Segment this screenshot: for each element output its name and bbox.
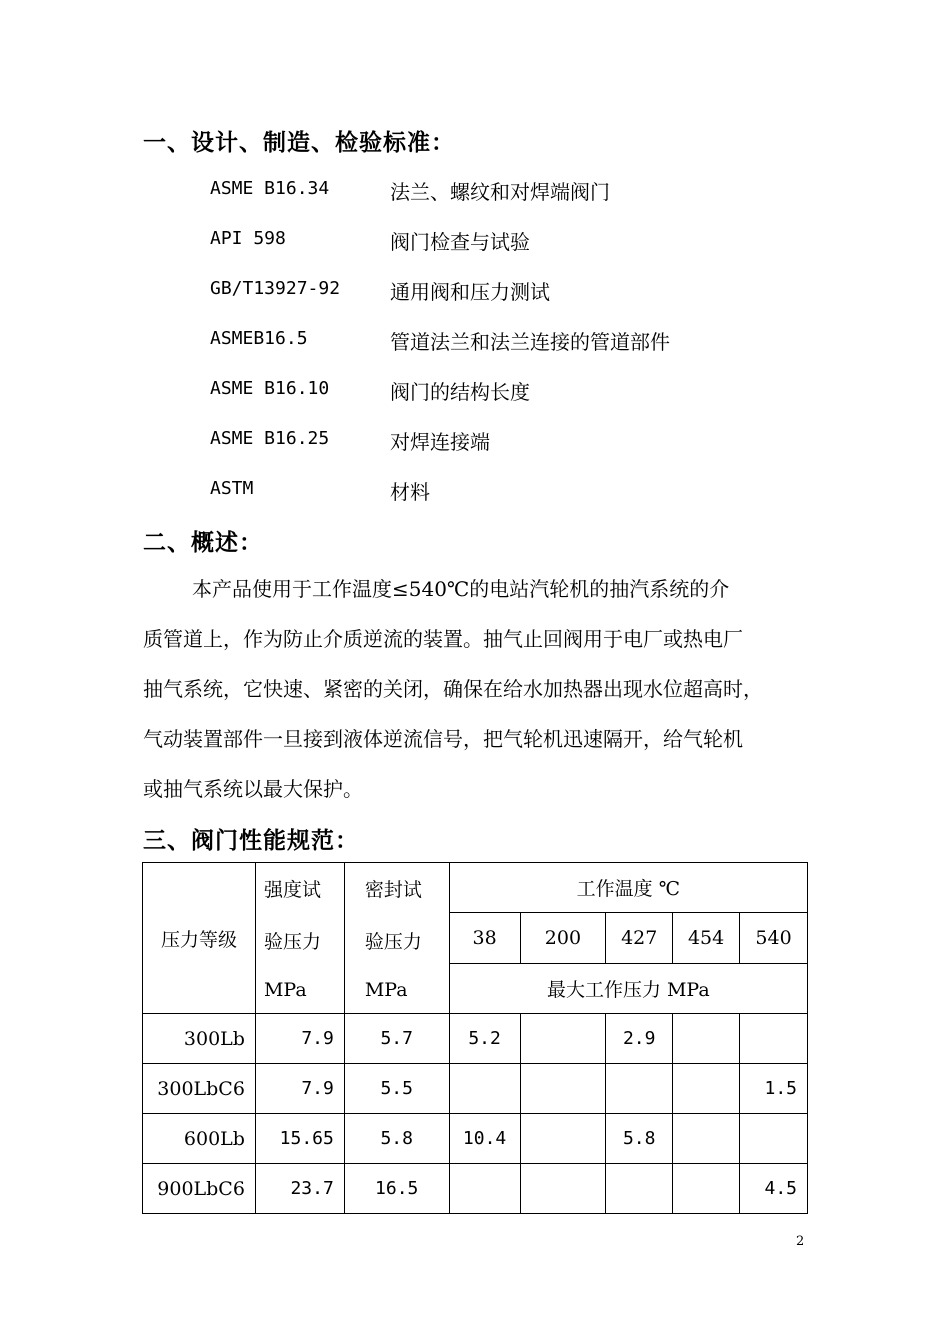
cell-pressure: 1.5 xyxy=(740,1064,808,1114)
section2-title: 二、概述： xyxy=(143,530,263,556)
cell-strength: 23.7 xyxy=(255,1164,344,1214)
cell-pressure xyxy=(740,1114,808,1164)
overview-paragraph xyxy=(143,564,808,814)
standard-desc: 阀门的结构长度 xyxy=(390,380,530,404)
cell-pressure xyxy=(673,1164,740,1214)
header-strength-unit: MPa xyxy=(263,978,307,1001)
cell-pressure: 10.4 xyxy=(449,1114,520,1164)
cell-seal: 5.8 xyxy=(344,1114,449,1164)
standard-code: ASMEB16.5 xyxy=(210,328,308,349)
cell-pressure: 5.8 xyxy=(606,1114,673,1164)
cell-pressure xyxy=(740,1014,808,1064)
header-working-temp: 工作温度 ℃ xyxy=(449,863,807,913)
cell-pressure xyxy=(673,1014,740,1064)
overview-line: 本产品使用于工作温度≤540℃的电站汽轮机的抽汽系统的介 xyxy=(192,577,730,601)
cell-pressure: 4.5 xyxy=(740,1164,808,1214)
cell-pressure xyxy=(520,1014,606,1064)
cell-pressure: 5.2 xyxy=(449,1014,520,1064)
cell-pressure xyxy=(449,1064,520,1114)
overview-line: 质管道上，作为防止介质逆流的装置。抽气止回阀用于电厂或热电厂 xyxy=(143,627,743,651)
cell-pressure xyxy=(606,1064,673,1114)
standard-desc: 通用阀和压力测试 xyxy=(390,280,550,304)
temp-454: 454 xyxy=(673,913,740,963)
header-max-working-pressure: 最大工作压力 MPa xyxy=(449,963,807,1013)
standard-desc: 管道法兰和法兰连接的管道部件 xyxy=(390,330,670,354)
section1-title: 一、设计、制造、检验标准： xyxy=(143,130,455,156)
cell-pressure xyxy=(520,1164,606,1214)
cell-strength: 15.65 xyxy=(255,1114,344,1164)
overview-line: 抽气系统，它快速、紧密的关闭，确保在给水加热器出现水位超高时， xyxy=(143,677,763,701)
temp-200: 200 xyxy=(520,913,606,963)
cell-pressure xyxy=(673,1114,740,1164)
cell-class: 300Lb xyxy=(143,1014,256,1064)
header-seal-unit: MPa xyxy=(364,978,408,1001)
header-seal-line: 验压力 xyxy=(364,930,422,953)
temp-540: 540 xyxy=(740,913,808,963)
table-row xyxy=(143,1164,808,1214)
table-row xyxy=(143,1014,808,1064)
standard-desc: 对焊连接端 xyxy=(390,430,490,454)
header-pressure-class: 压力等级 xyxy=(143,863,256,1014)
header-strength-line: 验压力 xyxy=(263,930,321,953)
standard-code: API 598 xyxy=(210,228,286,249)
cell-class: 300LbC6 xyxy=(143,1064,256,1114)
cell-seal: 5.7 xyxy=(344,1014,449,1064)
header-strength-line: 强度试 xyxy=(263,879,321,902)
overview-line: 或抽气系统以最大保护。 xyxy=(143,777,363,801)
standard-desc: 材料 xyxy=(390,480,430,504)
header-strength-test xyxy=(255,863,344,1014)
valve-spec-table xyxy=(142,862,808,1214)
cell-class: 600Lb xyxy=(143,1114,256,1164)
cell-pressure: 2.9 xyxy=(606,1014,673,1064)
section3-title: 三、阀门性能规范： xyxy=(143,828,359,854)
standard-code: ASME B16.25 xyxy=(210,428,330,449)
cell-seal: 16.5 xyxy=(344,1164,449,1214)
temp-427: 427 xyxy=(606,913,673,963)
cell-pressure xyxy=(520,1114,606,1164)
cell-pressure xyxy=(520,1064,606,1114)
header-seal-test xyxy=(344,863,449,1014)
standard-code: GB/T13927-92 xyxy=(210,278,341,299)
cell-strength: 7.9 xyxy=(255,1064,344,1114)
cell-class: 900LbC6 xyxy=(143,1164,256,1214)
standard-code: ASME B16.34 xyxy=(210,178,330,199)
cell-strength: 7.9 xyxy=(255,1014,344,1064)
standard-desc: 阀门检查与试验 xyxy=(390,230,530,254)
cell-pressure xyxy=(606,1164,673,1214)
table-row xyxy=(143,1064,808,1114)
cell-pressure xyxy=(449,1164,520,1214)
page-number: 2 xyxy=(796,1234,805,1249)
standard-desc: 法兰、螺纹和对焊端阀门 xyxy=(390,180,610,204)
overview-line: 气动装置部件一旦接到液体逆流信号，把气轮机迅速隔开，给气轮机 xyxy=(143,727,743,751)
cell-seal: 5.5 xyxy=(344,1064,449,1114)
standard-code: ASME B16.10 xyxy=(210,378,330,399)
cell-pressure xyxy=(673,1064,740,1114)
temp-38: 38 xyxy=(449,913,520,963)
standard-code: ASTM xyxy=(210,478,254,499)
table-row xyxy=(143,1114,808,1164)
header-seal-line: 密封试 xyxy=(364,879,422,902)
